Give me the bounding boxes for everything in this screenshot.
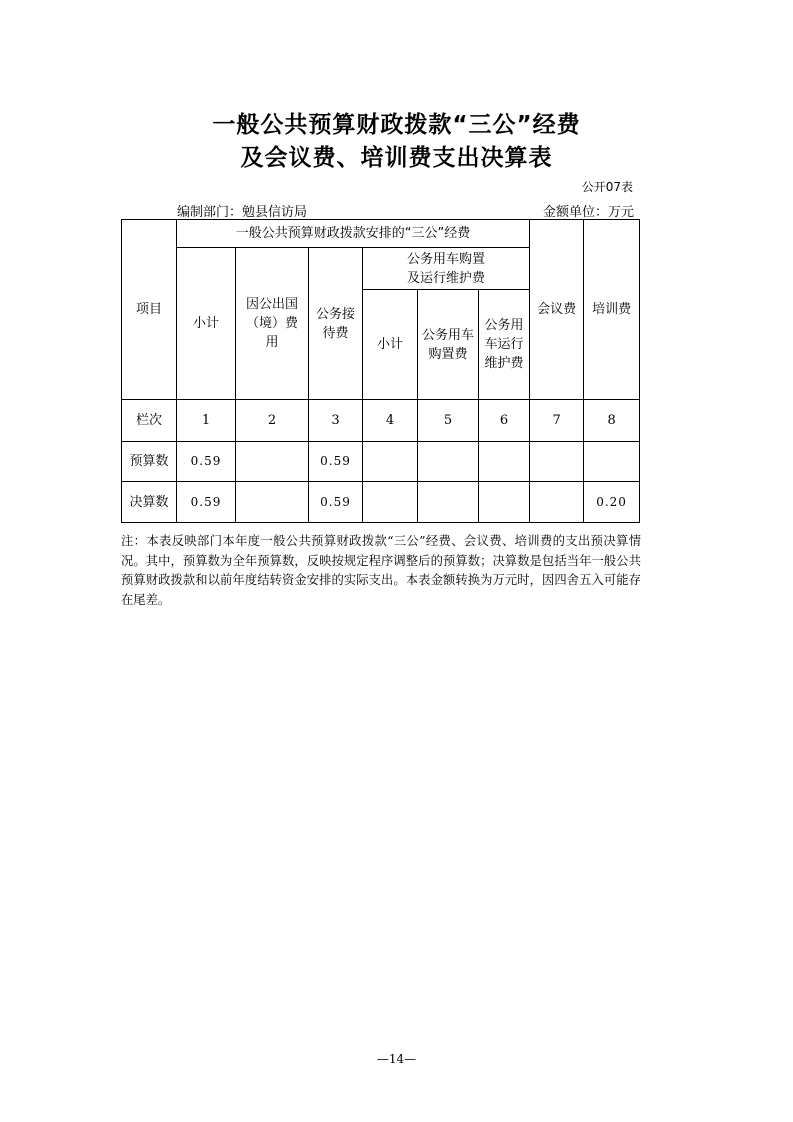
column-number: 7	[530, 400, 584, 442]
page-number: —14—	[376, 1052, 417, 1066]
header-vehicle-subtotal: 小计	[363, 290, 418, 400]
header-vehicle-operation-line2: 车运行	[484, 337, 524, 352]
table-cell: 0.59	[309, 482, 363, 523]
table-row-final	[122, 482, 640, 523]
table-row-column-numbers	[122, 400, 640, 442]
table-cell	[363, 442, 418, 482]
column-number: 4	[363, 400, 418, 442]
unit-label: 金额单位：万元	[542, 205, 634, 220]
table-note: 注：本表反映部门本年度一般公共预算财政拨款“三公”经费、会议费、培训费的支出预决算情况。其中，预算数为全年预算数，反映按规定程序调整后的预算数；决算数是包括当年一般公共预算财政拨款和以前年度结转资金安排的实际支出。本表金额转换为万元时，因四舍五入可能存在尾差。	[121, 534, 641, 607]
header-group-title: 一般公共预算财政拨款安排的“三公”经费	[177, 220, 530, 248]
table-cell	[363, 482, 418, 523]
table-cell	[418, 442, 479, 482]
form-number: 公开07表	[581, 180, 633, 194]
header-vehicle-group-line2: 及运行维护费	[407, 270, 486, 286]
header-abroad-line1: 因公出国	[245, 297, 298, 312]
header-vehicle-purchase	[418, 290, 479, 400]
header-reception-line1: 公务接	[315, 306, 355, 322]
header-vehicle-purchase-line1: 公务用车	[421, 327, 474, 343]
column-row-label: 栏次	[122, 400, 177, 442]
table-cell	[530, 442, 584, 482]
table-cell: 0.59	[309, 442, 363, 482]
table-cell	[530, 482, 584, 523]
document-title-line1: 一般公共预算财政拨款“三公”经费	[212, 112, 581, 138]
table-cell	[236, 482, 309, 523]
table-cell: 0.59	[177, 442, 236, 482]
column-number: 6	[479, 400, 530, 442]
table-cell: 0.59	[177, 482, 236, 523]
document-title-line2: 及会议费、培训费支出决算表	[240, 145, 553, 171]
table-cell	[236, 442, 309, 482]
header-vehicle-group	[363, 248, 530, 290]
row-label-budget: 预算数	[122, 442, 177, 482]
header-abroad-line3: 用	[265, 335, 279, 350]
column-number: 8	[584, 400, 640, 442]
table-cell	[479, 442, 530, 482]
column-number: 3	[309, 400, 363, 442]
header-reception-line2: 待费	[322, 325, 349, 341]
header-subtotal: 小计	[177, 248, 236, 400]
header-vehicle-operation-line3: 维护费	[484, 356, 524, 371]
table-cell: 0.20	[584, 482, 640, 523]
header-meeting: 会议费	[530, 220, 584, 400]
header-training: 培训费	[584, 220, 640, 400]
column-number: 2	[236, 400, 309, 442]
table-row-budget	[122, 442, 640, 482]
header-vehicle-operation-line1: 公务用	[484, 318, 524, 333]
header-vehicle-operation	[479, 290, 530, 400]
table-cell	[418, 482, 479, 523]
row-label-final: 决算数	[122, 482, 177, 523]
table-cell	[479, 482, 530, 523]
header-vehicle-group-line1: 公务用车购置	[407, 251, 486, 267]
department-label: 编制部门：勉县信访局	[177, 205, 308, 220]
header-reception	[309, 248, 363, 400]
header-abroad	[236, 248, 309, 400]
header-item: 项目	[122, 220, 177, 400]
table-cell	[584, 442, 640, 482]
header-abroad-line2: （境）费	[245, 316, 298, 331]
column-number: 5	[418, 400, 479, 442]
column-number: 1	[177, 400, 236, 442]
header-vehicle-purchase-line2: 购置费	[428, 346, 468, 362]
expenditure-table	[121, 219, 640, 523]
